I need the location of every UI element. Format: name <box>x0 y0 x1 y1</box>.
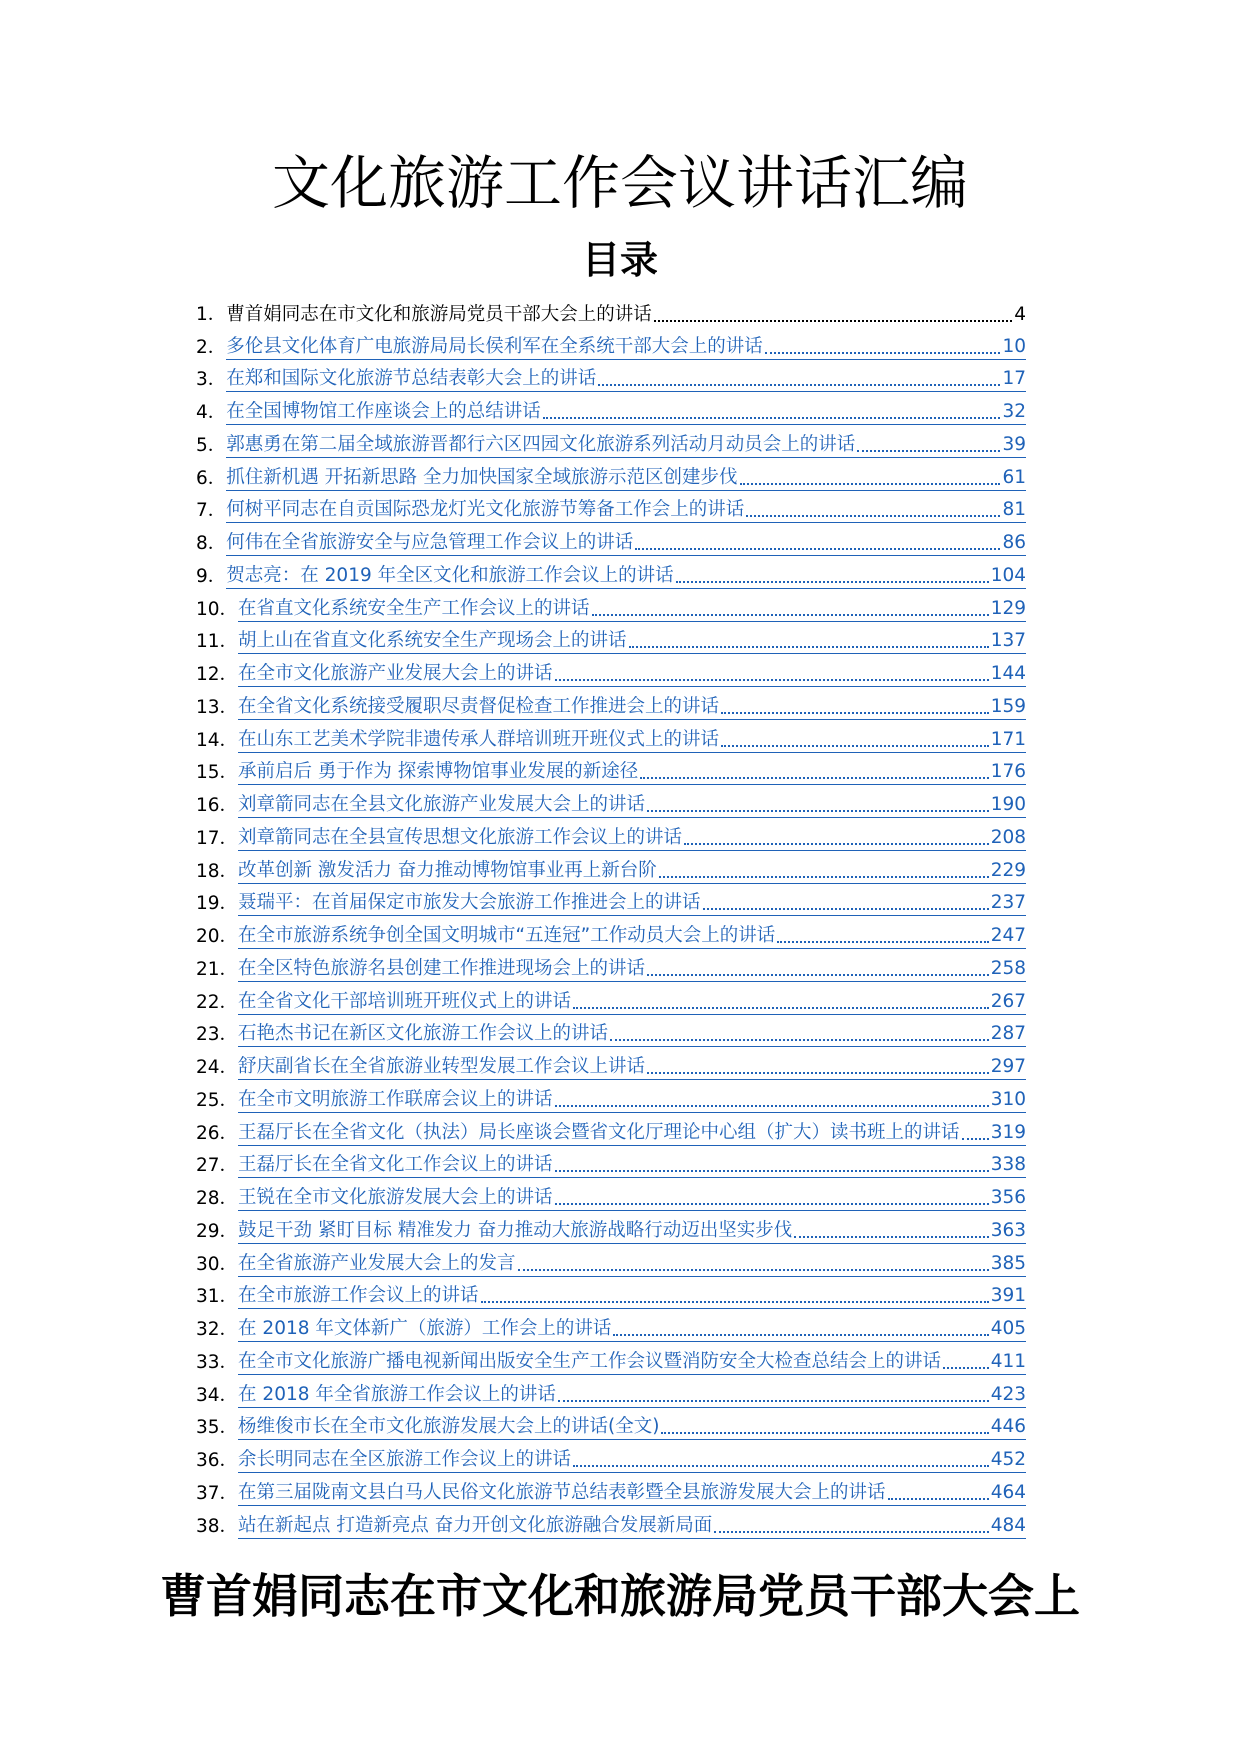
toc-entry-number: 38． <box>196 1515 239 1537</box>
toc-dot-leader <box>573 1465 989 1467</box>
toc-entry-title: 贺志亮：在 2019 年全区文化和旅游工作会议上的讲话 <box>226 564 674 586</box>
toc-entry <box>196 1506 1026 1539</box>
toc-entry-title: 在省直文化系统安全生产工作会议上的讲话 <box>238 597 590 619</box>
toc-entry-page-number: 159 <box>990 695 1026 717</box>
toc-entry-link[interactable] <box>238 1022 1026 1047</box>
toc-entry <box>196 556 1026 589</box>
toc-entry-page-number: 129 <box>990 597 1026 619</box>
toc-entry-page-number: 411 <box>990 1350 1026 1372</box>
toc-entry-number: 14． <box>196 729 239 751</box>
toc-entry <box>196 1015 1026 1048</box>
toc-dot-leader <box>555 1170 989 1172</box>
toc-entry-title: 王磊厅长在全省文化工作会议上的讲话 <box>238 1154 553 1176</box>
toc-entry-link[interactable] <box>238 1121 1026 1146</box>
toc-entry <box>196 491 1026 524</box>
toc-entry-link[interactable] <box>238 1448 1026 1473</box>
toc-entry-title: 王锐在全市文化旅游发展大会上的讲话 <box>238 1187 553 1208</box>
toc-entry-link[interactable] <box>226 531 1026 556</box>
toc-entry-page-number: 144 <box>990 663 1026 684</box>
toc-entry <box>196 654 1026 687</box>
toc-entry-number: 10． <box>196 598 239 620</box>
toc-entry-number: 21． <box>196 958 239 980</box>
toc-entry-page-number: 39 <box>1002 433 1026 455</box>
toc-entry-link[interactable] <box>238 1153 1026 1178</box>
toc-entry-number: 13． <box>196 696 239 718</box>
toc-entry-page-number: 319 <box>990 1121 1026 1143</box>
toc-entry-number: 26． <box>196 1122 239 1144</box>
toc-entry-link[interactable] <box>226 466 1026 491</box>
toc-entry-link[interactable] <box>238 662 1026 687</box>
toc-entry-page-number: 452 <box>990 1449 1026 1470</box>
toc-entry-link[interactable] <box>226 433 1026 458</box>
toc-entry-page-number: 338 <box>990 1154 1026 1176</box>
toc-entry-link[interactable] <box>226 564 1026 589</box>
toc-dot-leader <box>714 1531 988 1533</box>
toc-entry-link[interactable] <box>226 303 1026 327</box>
toc-entry-title: 刘章箭同志在全县文化旅游产业发展大会上的讲话 <box>238 794 646 815</box>
toc-dot-leader <box>684 843 989 845</box>
toc-entry-number: 37． <box>196 1482 239 1504</box>
toc-entry-page-number: 237 <box>990 892 1026 914</box>
toc-entry <box>196 785 1026 818</box>
toc-entry-link[interactable] <box>238 728 1026 753</box>
toc-entry <box>196 392 1026 425</box>
toc-entry-title: 在全省文化系统接受履职尽责督促检查工作推进会上的讲话 <box>238 695 720 717</box>
toc-entry-number: 24． <box>196 1057 239 1078</box>
toc-entry-page-number: 464 <box>990 1481 1026 1503</box>
toc-dot-leader <box>765 352 1001 354</box>
toc-entry-title: 在全市文化旅游产业发展大会上的讲话 <box>238 663 553 684</box>
toc-entry-page-number: 61 <box>1002 466 1026 488</box>
toc-entry-link[interactable] <box>238 1383 1026 1408</box>
toc-entry-title: 曹首娟同志在市文化和旅游局党员干部大会上的讲话 <box>226 303 652 325</box>
toc-entry-page-number: 86 <box>1002 532 1026 553</box>
toc-entry-link[interactable] <box>238 1219 1026 1244</box>
toc-entry-link[interactable] <box>238 1252 1026 1277</box>
toc-entry-title: 胡上山在省直文化系统安全生产现场会上的讲话 <box>238 630 627 652</box>
toc-dot-leader <box>647 810 989 812</box>
toc-dot-leader <box>613 1334 988 1336</box>
toc-entry-page-number: 391 <box>990 1285 1026 1307</box>
toc-entry-title: 郭惠勇在第二届全域旅游晋都行六区四园文化旅游系列活动月动员会上的讲话 <box>226 433 856 455</box>
toc-entry-title: 承前启后 勇于作为 探索博物馆事业发展的新途径 <box>238 761 639 783</box>
toc-entry <box>196 1342 1026 1375</box>
toc-entry <box>196 327 1026 360</box>
toc-entry-number: 36． <box>196 1450 239 1471</box>
toc-entry-link[interactable] <box>238 1415 1026 1440</box>
toc-dot-leader <box>943 1367 989 1369</box>
toc-dot-leader <box>962 1138 989 1140</box>
toc-entry-number: 3． <box>196 369 227 391</box>
toc-entry-page-number: 32 <box>1002 401 1026 422</box>
toc-entry <box>196 360 1026 393</box>
toc-entry-number: 35． <box>196 1417 239 1439</box>
toc-entry-number: 7． <box>196 500 227 522</box>
section-heading: 曹首娟同志在市文化和旅游局党员干部大会上 <box>160 1569 1080 1623</box>
toc-entry-number: 27． <box>196 1155 239 1177</box>
toc-entry <box>196 884 1026 917</box>
toc-entry <box>196 818 1026 851</box>
toc-dot-leader <box>598 384 1000 386</box>
toc-entry-number: 5． <box>196 434 227 456</box>
toc-entry-page-number: 405 <box>990 1318 1026 1339</box>
toc-entry-number: 32． <box>196 1319 239 1340</box>
toc-entry-title: 在全市旅游系统争创全国文明城市“五连冠”工作动员大会上的讲话 <box>238 925 776 946</box>
toc-entry-link[interactable] <box>238 1088 1026 1113</box>
toc-dot-leader <box>555 1105 989 1107</box>
toc-entry-number: 4． <box>196 402 227 423</box>
toc-entry-link[interactable] <box>238 695 1026 720</box>
toc-entry <box>196 1440 1026 1473</box>
toc-entry-page-number: 297 <box>990 1056 1026 1077</box>
toc-entry-title: 在第三届陇南文县白马人民俗文化旅游节总结表彰暨全县旅游发展大会上的讲话 <box>238 1481 886 1503</box>
toc-entry-link[interactable] <box>226 335 1026 360</box>
toc-entry-title: 抓住新机遇 开拓新思路 全力加快国家全域旅游示范区创建步伐 <box>226 466 738 488</box>
toc-entry <box>196 1244 1026 1277</box>
toc-entry-page-number: 208 <box>990 826 1026 848</box>
toc-entry <box>196 720 1026 753</box>
toc-entry-number: 15． <box>196 762 239 784</box>
toc-entry-link[interactable] <box>238 1350 1026 1375</box>
toc-entry <box>196 1309 1026 1342</box>
toc-entry-link[interactable] <box>238 1186 1026 1211</box>
toc-entry-page-number: 176 <box>990 761 1026 783</box>
toc-entry-link[interactable] <box>226 400 1026 425</box>
toc-entry-link[interactable] <box>238 1055 1026 1080</box>
toc-dot-leader <box>659 876 989 878</box>
toc-entry <box>196 1178 1026 1211</box>
toc-entry-number: 11． <box>196 631 239 653</box>
toc-entry-link[interactable] <box>238 1284 1026 1309</box>
toc-dot-leader <box>555 1203 989 1205</box>
toc-entry-link[interactable] <box>238 859 1026 884</box>
toc-entry-link[interactable] <box>226 498 1026 523</box>
toc-entry-number: 9． <box>196 565 227 587</box>
toc-entry-title: 多伦县文化体育广电旅游局局长侯利军在全系统干部大会上的讲话 <box>226 335 763 357</box>
toc-dot-leader <box>555 679 989 681</box>
toc-entry-title: 改革创新 激发活力 奋力推动博物馆事业再上新台阶 <box>238 859 657 881</box>
toc-entry-link[interactable] <box>238 597 1026 622</box>
toc-entry <box>196 687 1026 720</box>
toc-entry-number: 29． <box>196 1220 239 1242</box>
toc-entry-title: 刘章箭同志在全县宣传思想文化旅游工作会议上的讲话 <box>238 826 683 848</box>
toc-dot-leader <box>721 712 989 714</box>
toc-entry-page-number: 484 <box>990 1514 1026 1536</box>
toc-entry-page-number: 171 <box>990 728 1026 750</box>
toc-entry-title: 何伟在全省旅游安全与应急管理工作会议上的讲话 <box>226 532 634 553</box>
toc-entry-page-number: 310 <box>990 1088 1026 1110</box>
toc-dot-leader <box>888 1498 989 1500</box>
toc-entry-page-number: 356 <box>990 1187 1026 1208</box>
toc-entry-title: 余长明同志在全区旅游工作会议上的讲话 <box>238 1449 572 1470</box>
toc-dot-leader <box>740 483 1001 485</box>
toc-entry-title: 在 2018 年全省旅游工作会议上的讲话 <box>238 1383 556 1405</box>
toc-entry <box>196 294 1026 327</box>
toc-entry-title: 在 2018 年文体新广（旅游）工作会上的讲话 <box>238 1318 612 1339</box>
table-of-contents <box>196 294 1026 1539</box>
toc-entry-title: 鼓足干劲 紧盯目标 精准发力 奋力推动大旅游战略行动迈出坚实步伐 <box>238 1219 793 1241</box>
toc-entry <box>196 949 1026 982</box>
toc-entry <box>196 1146 1026 1179</box>
document-title: 文化旅游工作会议讲话汇编 <box>271 149 968 217</box>
toc-entry-link[interactable] <box>238 1514 1026 1539</box>
toc-entry-title: 聂瑞平：在首届保定市旅发大会旅游工作推进会上的讲话 <box>238 892 701 914</box>
toc-entry-number: 30． <box>196 1253 239 1275</box>
toc-dot-leader <box>592 614 989 616</box>
toc-entry-title: 站在新起点 打造新亮点 奋力开创文化旅游融合发展新局面 <box>238 1514 713 1536</box>
toc-entry <box>196 1113 1026 1146</box>
toc-entry-title: 在全国博物馆工作座谈会上的总结讲话 <box>226 401 541 422</box>
toc-entry-number: 20． <box>196 926 239 947</box>
toc-entry-number: 25． <box>196 1089 239 1111</box>
toc-entry-page-number: 258 <box>990 957 1026 979</box>
toc-entry-number: 17． <box>196 827 239 849</box>
toc-dot-leader <box>629 646 989 648</box>
toc-entry-number: 22． <box>196 991 239 1013</box>
toc-entry-title: 在全区特色旅游名县创建工作推进现场会上的讲话 <box>238 957 646 979</box>
toc-entry-number: 1． <box>196 303 227 325</box>
toc-dot-leader <box>610 1039 989 1041</box>
toc-entry-number: 23． <box>196 1024 239 1046</box>
toc-entry <box>196 1277 1026 1310</box>
toc-entry-page-number: 446 <box>990 1416 1026 1438</box>
toc-entry-title: 在全省旅游产业发展大会上的发言 <box>238 1252 516 1274</box>
toc-dot-leader <box>661 1432 988 1434</box>
toc-dot-leader <box>721 745 989 747</box>
toc-entry-link[interactable] <box>238 629 1026 654</box>
toc-entry-title: 在全市文明旅游工作联席会议上的讲话 <box>238 1088 553 1110</box>
toc-dot-leader <box>703 908 989 910</box>
toc-entry-title: 王磊厅长在全省文化（执法）局长座谈会暨省文化厅理论中心组（扩大）读书班上的讲话 <box>238 1121 960 1143</box>
toc-dot-leader <box>558 1400 989 1402</box>
toc-entry <box>196 589 1026 622</box>
toc-entry-page-number: 229 <box>990 859 1026 881</box>
toc-entry-link[interactable] <box>238 891 1026 916</box>
toc-entry-page-number: 17 <box>1002 368 1026 390</box>
toc-entry-number: 18． <box>196 860 239 882</box>
toc-entry <box>196 982 1026 1015</box>
toc-entry <box>196 523 1026 556</box>
toc-entry <box>196 425 1026 458</box>
toc-entry-link[interactable] <box>238 990 1026 1015</box>
toc-entry-link[interactable] <box>238 924 1026 949</box>
toc-entry-page-number: 423 <box>990 1383 1026 1405</box>
toc-dot-leader <box>573 1007 989 1009</box>
toc-entry-link[interactable] <box>238 1317 1026 1342</box>
toc-entry-title: 在山东工艺美术学院非遗传承人群培训班开班仪式上的讲话 <box>238 728 720 750</box>
toc-entry <box>196 458 1026 491</box>
toc-entry-page-number: 247 <box>990 925 1026 946</box>
toc-dot-leader <box>794 1236 988 1238</box>
toc-dot-leader <box>777 941 988 943</box>
toc-entry-number: 2． <box>196 336 227 358</box>
toc-entry-link[interactable] <box>238 957 1026 982</box>
toc-entry-page-number: 287 <box>990 1023 1026 1045</box>
toc-entry <box>196 753 1026 786</box>
toc-entry-page-number: 137 <box>990 630 1026 652</box>
toc-entry-page-number: 4 <box>1014 303 1026 325</box>
toc-dot-leader <box>518 1269 989 1271</box>
toc-dot-leader <box>654 320 1012 322</box>
toc-entry-title: 杨维俊市长在全市文化旅游发展大会上的讲话(全文) <box>238 1416 660 1438</box>
toc-entry-page-number: 267 <box>990 990 1026 1012</box>
toc-entry-number: 12． <box>196 664 239 685</box>
toc-entry-number: 31． <box>196 1286 239 1308</box>
toc-entry-number: 6． <box>196 467 227 489</box>
toc-entry-page-number: 10 <box>1002 335 1026 357</box>
toc-entry <box>196 622 1026 655</box>
toc-entry-link[interactable] <box>238 1481 1026 1506</box>
toc-dot-leader <box>857 450 1000 452</box>
toc-entry <box>196 1375 1026 1408</box>
toc-entry-page-number: 81 <box>1002 499 1026 521</box>
toc-dot-leader <box>746 515 1000 517</box>
toc-entry-title: 舒庆副省长在全省旅游业转型发展工作会议上讲话 <box>238 1056 646 1077</box>
toc-heading: 目录 <box>581 238 658 282</box>
toc-dot-leader <box>481 1301 989 1303</box>
toc-entry <box>196 916 1026 949</box>
toc-entry <box>196 1080 1026 1113</box>
toc-dot-leader <box>676 581 989 583</box>
toc-entry-page-number: 104 <box>990 564 1026 586</box>
toc-entry-number: 34． <box>196 1384 239 1406</box>
toc-entry-link[interactable] <box>238 760 1026 785</box>
toc-entry-title: 石艳杰书记在新区文化旅游工作会议上的讲话 <box>238 1023 609 1045</box>
toc-entry-title: 在郑和国际文化旅游节总结表彰大会上的讲话 <box>226 368 597 390</box>
toc-entry-number: 19． <box>196 893 239 915</box>
toc-dot-leader <box>635 548 1000 550</box>
toc-entry-number: 8． <box>196 533 227 554</box>
toc-entry-page-number: 363 <box>990 1219 1026 1241</box>
toc-entry-link[interactable] <box>238 793 1026 818</box>
toc-entry-number: 16． <box>196 795 239 816</box>
toc-dot-leader <box>647 1072 989 1074</box>
toc-entry-link[interactable] <box>238 826 1026 851</box>
toc-dot-leader <box>647 974 989 976</box>
toc-entry-link[interactable] <box>226 367 1026 392</box>
toc-entry <box>196 1473 1026 1506</box>
toc-dot-leader <box>640 777 988 779</box>
toc-entry-page-number: 190 <box>990 794 1026 815</box>
toc-entry-title: 何树平同志在自贡国际恐龙灯光文化旅游节筹备工作会上的讲话 <box>226 499 745 521</box>
toc-entry <box>196 1211 1026 1244</box>
toc-entry <box>196 1047 1026 1080</box>
toc-entry <box>196 851 1026 884</box>
toc-entry-page-number: 385 <box>990 1252 1026 1274</box>
toc-entry-title: 在全市旅游工作会议上的讲话 <box>238 1285 479 1307</box>
toc-entry-number: 33． <box>196 1351 239 1373</box>
toc-entry <box>196 1408 1026 1441</box>
toc-entry-title: 在全省文化干部培训班开班仪式上的讲话 <box>238 990 572 1012</box>
toc-entry-title: 在全市文化旅游广播电视新闻出版安全生产工作会议暨消防安全大检查总结会上的讲话 <box>238 1350 942 1372</box>
toc-dot-leader <box>543 417 1001 419</box>
toc-entry-number: 28． <box>196 1188 239 1209</box>
